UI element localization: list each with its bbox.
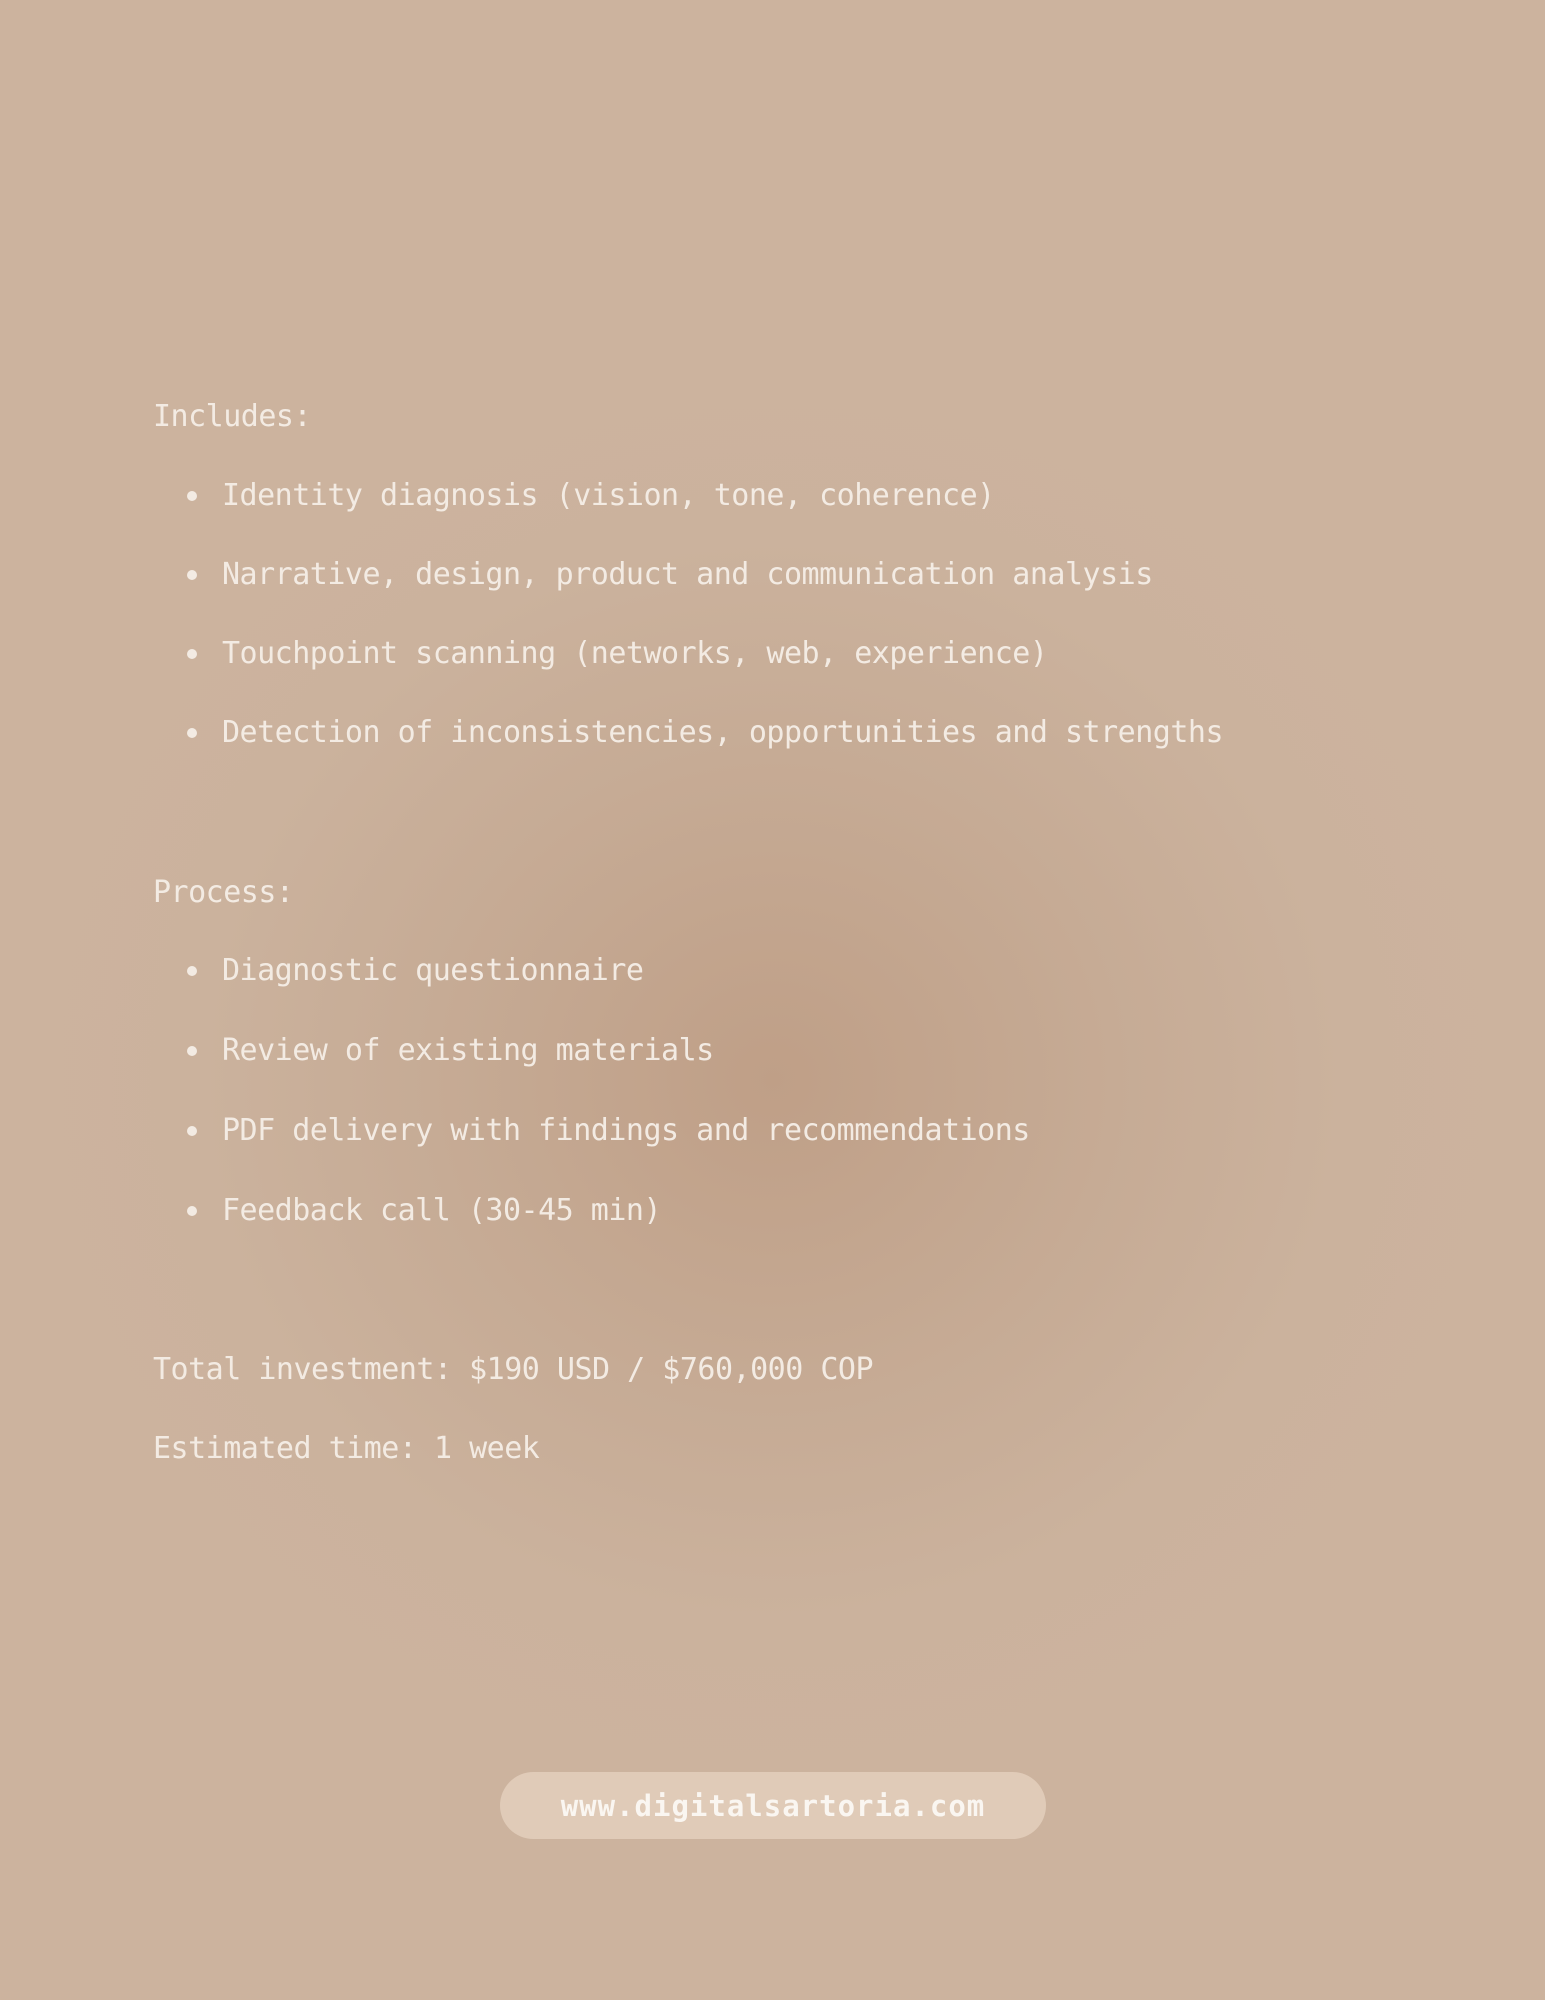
total-investment: Total investment: $190 USD / $760,000 COP [153, 1352, 874, 1387]
estimated-time: Estimated time: 1 week [153, 1431, 540, 1466]
bullet-icon [187, 728, 197, 738]
list-item-text: Review of existing materials [222, 1033, 714, 1068]
bullet-icon [187, 1046, 197, 1056]
list-item-text: Diagnostic questionnaire [222, 953, 644, 988]
website-url[interactable]: www.digitalsartoria.com [560, 1788, 986, 1823]
list-item [153, 949, 1403, 993]
list-item-text: Identity diagnosis (vision, tone, coherence) [222, 478, 995, 513]
bullet-icon [187, 1126, 197, 1136]
bullet-icon [187, 570, 197, 580]
process-list [153, 949, 1403, 1233]
list-item-text: Touchpoint scanning (networks, web, experience) [222, 636, 1048, 671]
list-item [153, 1029, 1403, 1073]
list-item [153, 1189, 1403, 1233]
list-item-text: Feedback call (30-45 min) [222, 1193, 662, 1228]
list-item [153, 632, 1403, 676]
service-details [153, 395, 1403, 1501]
list-item-text: Detection of inconsistencies, opportunities and strengths [222, 715, 1224, 750]
list-item-text: PDF delivery with findings and recommendations [222, 1113, 1030, 1148]
includes-heading: Includes: [153, 399, 312, 434]
list-item [153, 474, 1403, 518]
list-item [153, 711, 1403, 755]
bullet-icon [187, 1206, 197, 1216]
list-item [153, 1109, 1403, 1153]
list-item-text: Narrative, design, product and communication analysis [222, 557, 1153, 592]
bullet-icon [187, 966, 197, 976]
website-link-button[interactable] [500, 1772, 1046, 1839]
bullet-icon [187, 649, 197, 659]
bullet-icon [187, 491, 197, 501]
includes-list [153, 474, 1403, 755]
list-item [153, 553, 1403, 597]
process-heading: Process: [153, 875, 294, 910]
